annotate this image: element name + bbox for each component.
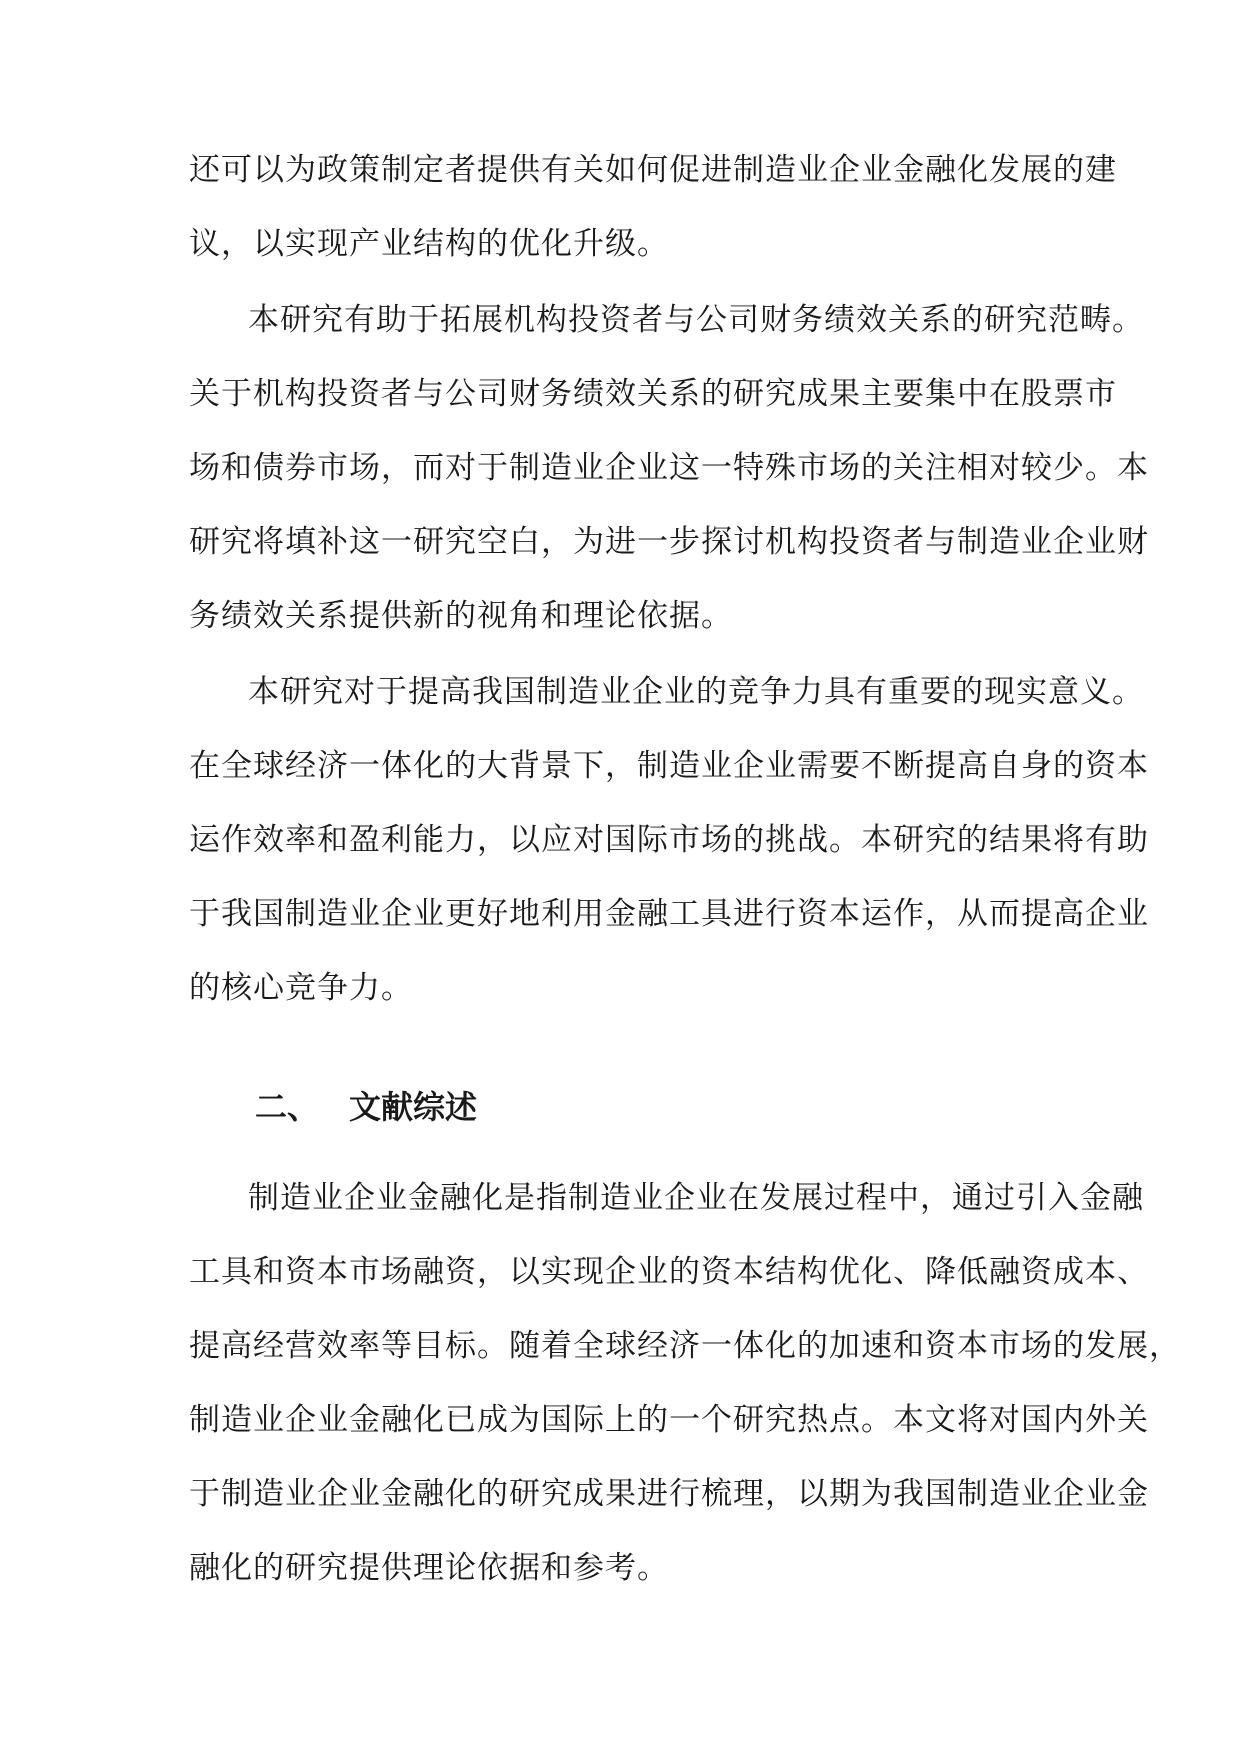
paragraph-line: 关于机构投资者与公司财务绩效关系的研究成果主要集中在股票市 xyxy=(189,376,1117,412)
paragraph-line: 在全球经济一体化的大背景下，制造业企业需要不断提高自身的资本 xyxy=(189,748,1149,784)
paragraph-line: 于我国制造业企业更好地利用金融工具进行资本运作，从而提高企业 xyxy=(189,896,1149,932)
paragraph-line: 制造业企业金融化是指制造业企业在发展过程中，通过引入金融 xyxy=(248,1180,1144,1216)
paragraph-line: 务绩效关系提供新的视角和理论依据。 xyxy=(189,598,733,634)
paragraph-line: 还可以为政策制定者提供有关如何促进制造业企业金融化发展的建 xyxy=(189,152,1117,188)
paragraph-line: 议，以实现产业结构的优化升级。 xyxy=(189,226,669,262)
section-number: 二、 xyxy=(255,1088,320,1126)
paragraph-line: 工具和资本市场融资，以实现企业的资本结构优化、降低融资成本、 xyxy=(189,1254,1149,1290)
paragraph-line: 本研究有助于拓展机构投资者与公司财务绩效关系的研究范畴。 xyxy=(248,302,1144,338)
paragraph-line: 研究将填补这一研究空白，为进一步探讨机构投资者与制造业企业财 xyxy=(189,524,1149,560)
paragraph-line: 于制造业企业金融化的研究成果进行梳理，以期为我国制造业企业金 xyxy=(189,1476,1149,1512)
paragraph-line: 场和债券市场，而对于制造业企业这一特殊市场的关注相对较少。本 xyxy=(189,450,1149,486)
paragraph-line: 本研究对于提高我国制造业企业的竞争力具有重要的现实意义。 xyxy=(248,674,1144,710)
paragraph-line: 运作效率和盈利能力，以应对国际市场的挑战。本研究的结果将有助 xyxy=(189,822,1149,858)
paragraph-line: 提高经营效率等目标。随着全球经济一体化的加速和资本市场的发展， xyxy=(189,1328,1181,1364)
paragraph-line: 制造业企业金融化已成为国际上的一个研究热点。本文将对国内外关 xyxy=(189,1402,1149,1438)
paragraph-line: 的核心竞争力。 xyxy=(189,970,413,1006)
section-title: 文献综述 xyxy=(349,1088,478,1126)
section-heading xyxy=(255,1085,477,1129)
paragraph-line: 融化的研究提供理论依据和参考。 xyxy=(189,1550,669,1586)
